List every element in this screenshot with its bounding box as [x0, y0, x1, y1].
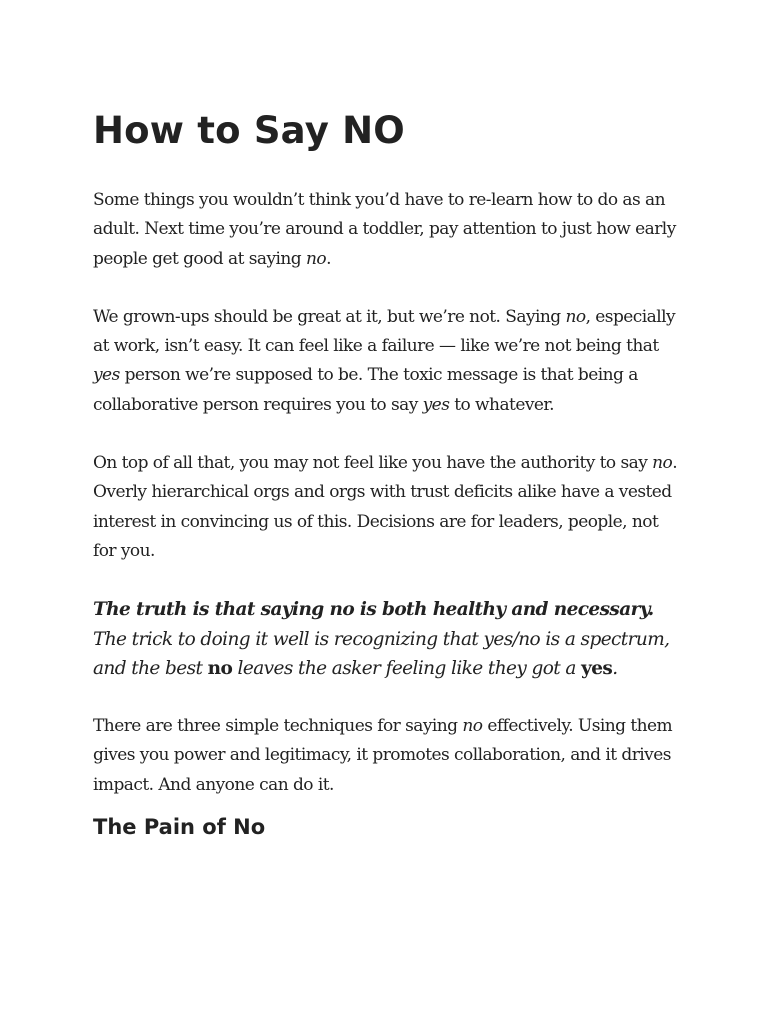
text: to whatever.	[449, 394, 554, 415]
paragraph-authority	[93, 449, 678, 566]
text: person we’re supposed to be. The toxic message is that being a collaborative person requires you to say	[93, 365, 638, 415]
page-title: How to Say NO	[93, 109, 405, 152]
text: , especially at work, isn’t easy. It can feel like a failure — like we’re not being that	[93, 306, 676, 357]
text: There are three simple techniques for saying	[93, 716, 463, 737]
emphasis: no	[462, 716, 483, 737]
text: .	[326, 248, 331, 269]
text: leaves the asker feeling like they got a	[232, 657, 582, 679]
paragraph-techniques	[93, 712, 678, 800]
emphasis: no	[565, 306, 586, 327]
text: Some things you wouldn’t think you’d have to re-learn how to do as an adult. Next time you’re around a toddler, pay attention to just how early people get good at saying	[93, 190, 676, 269]
strong-word: yes	[581, 657, 613, 679]
paragraph-intro	[93, 186, 678, 274]
article	[93, 108, 678, 841]
text: . Overly hierarchical orgs and orgs with trust deficits alike have a vested interest in convincing us of this. Decisions are for leaders, people, not for you.	[93, 453, 678, 561]
emphasis: yes	[422, 394, 450, 415]
paragraph-grown-ups	[93, 303, 678, 420]
emphasis: no	[652, 453, 673, 474]
emphasis: no	[305, 248, 327, 269]
text: We grown-ups should be great at it, but we’re not. Saying	[93, 306, 566, 327]
callout-paragraph	[93, 595, 678, 683]
text: On top of all that, you may not feel like you have the authority to say	[93, 453, 653, 474]
text: The trick to doing it well is recognizing that yes/no is a spectrum, and the best	[93, 628, 670, 679]
section-heading: The Pain of No	[93, 815, 266, 840]
callout-lead: The truth is that saying no is both healthy and necessary.	[93, 599, 654, 621]
text: effectively. Using them gives you power and legitimacy, it promotes collaboration, and it drives impact. And anyone can do it.	[93, 716, 673, 795]
text: .	[612, 657, 618, 679]
emphasis: yes	[93, 365, 120, 386]
strong-word: no	[207, 657, 233, 679]
